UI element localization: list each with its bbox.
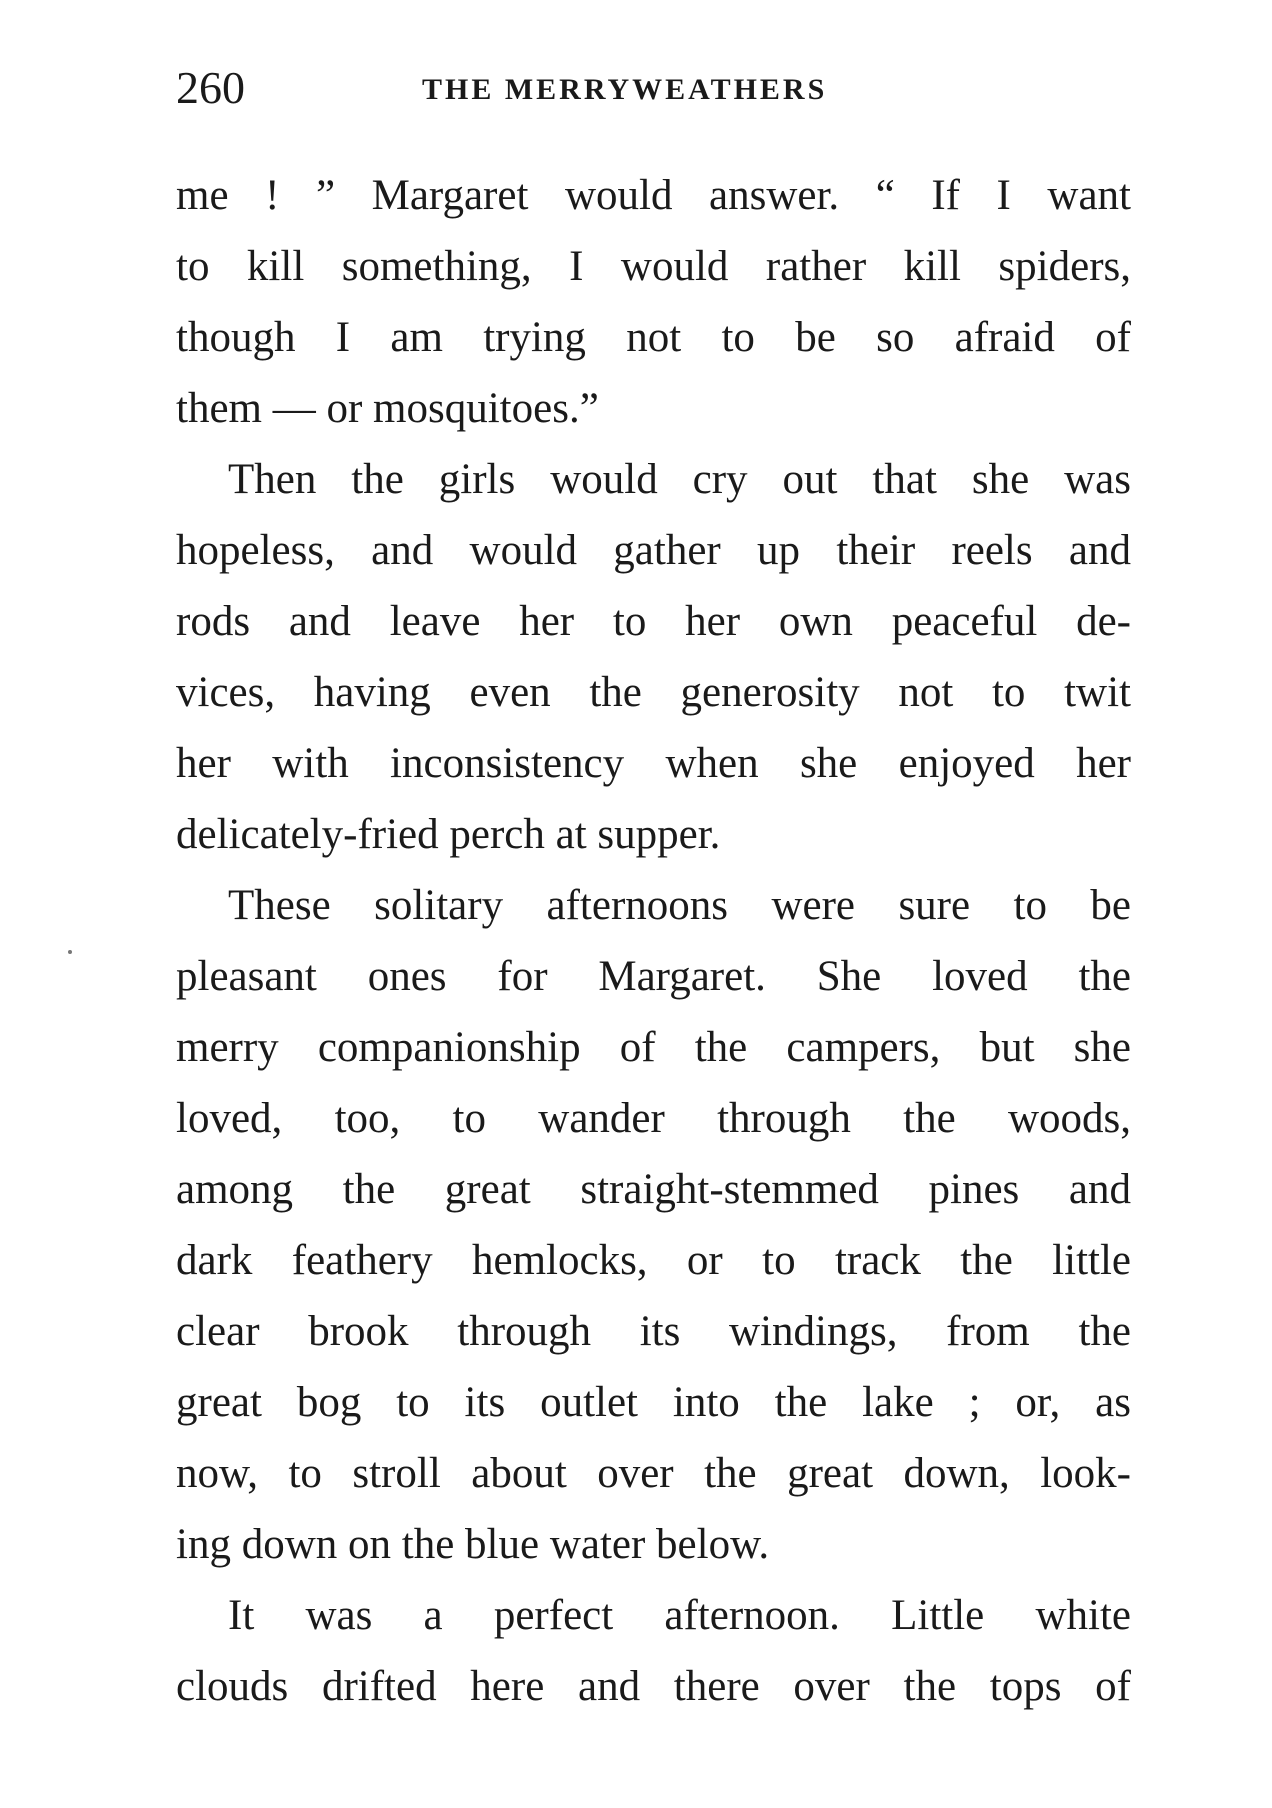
text-line: her with inconsistency when she enjoyed her — [176, 740, 1131, 787]
paragraph-first-line: Then the girls would cry out that she was — [228, 456, 1131, 503]
paragraph-first-line: It was a perfect afternoon. Little white — [228, 1592, 1131, 1639]
text-line: them — or mosquitoes.” — [176, 385, 599, 432]
text-line: great bog to its outlet into the lake ; or, as — [176, 1379, 1131, 1426]
running-head — [176, 58, 1126, 118]
text-line: clear brook through its windings, from the — [176, 1308, 1131, 1355]
text-line: rods and leave her to her own peaceful de- — [176, 598, 1131, 645]
text-line: ing down on the blue water below. — [176, 1521, 770, 1568]
text-line: to kill something, I would rather kill spiders, — [176, 243, 1131, 290]
text-line: hopeless, and would gather up their reels and — [176, 527, 1131, 574]
text-line: dark feathery hemlocks, or to track the little — [176, 1237, 1131, 1284]
body-text — [176, 160, 1131, 1722]
text-line: though I am trying not to be so afraid of — [176, 314, 1131, 361]
page-number: 260 — [176, 62, 245, 113]
text-line: clouds drifted here and there over the tops of — [176, 1663, 1131, 1710]
ink-speck — [68, 950, 72, 954]
text-line: now, to stroll about over the great down, look- — [176, 1450, 1131, 1497]
text-line: pleasant ones for Margaret. She loved the — [176, 953, 1131, 1000]
running-title: THE MERRYWEATHERS — [422, 73, 828, 106]
text-line: me ! ” Margaret would answer. “ If I want — [176, 172, 1131, 219]
text-line: vices, having even the generosity not to twit — [176, 669, 1131, 716]
text-line: delicately-fried perch at supper. — [176, 811, 721, 858]
text-line: among the great straight-stemmed pines and — [176, 1166, 1131, 1213]
text-line: merry companionship of the campers, but she — [176, 1024, 1131, 1071]
paragraph-first-line: These solitary afternoons were sure to be — [228, 882, 1131, 929]
text-line: loved, too, to wander through the woods, — [176, 1095, 1131, 1142]
